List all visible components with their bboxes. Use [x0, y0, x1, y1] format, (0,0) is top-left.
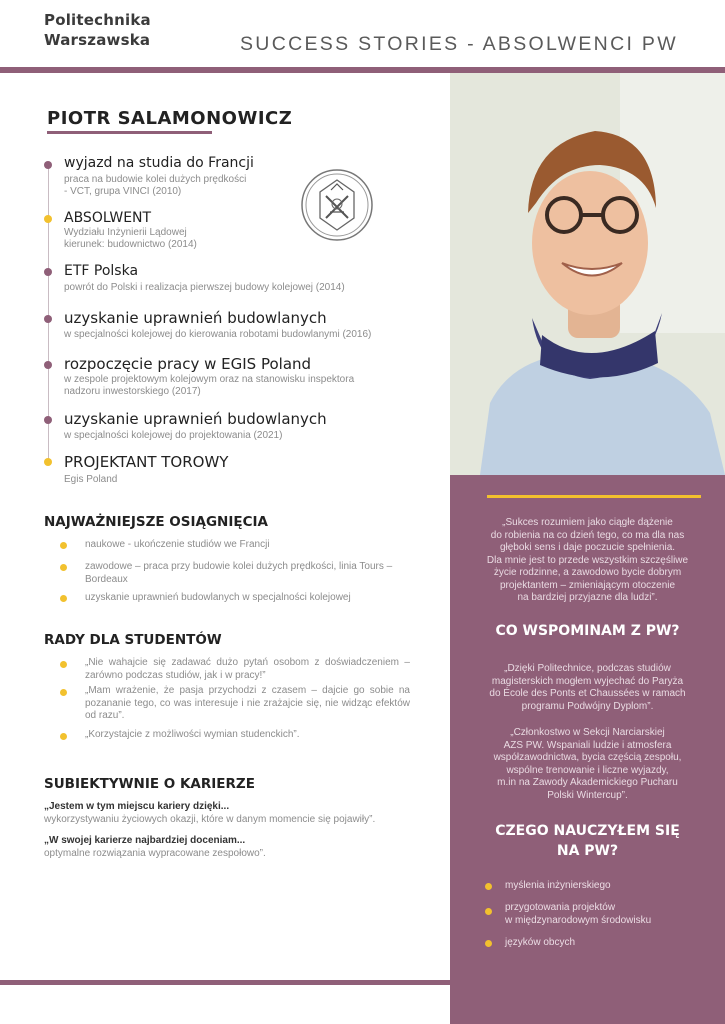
page-header-title: SUCCESS STORIES - ABSOLWENCI PW — [240, 33, 678, 55]
timeline-desc-line: nadzoru inwestorskiego (2017) — [64, 386, 201, 397]
logo-line-1: Politechnika — [44, 11, 151, 29]
bullet-icon — [60, 661, 67, 668]
timeline-title: uzyskanie uprawnień budowlanych — [64, 309, 327, 327]
timeline-desc-line: w specjalności kolejowej do projektowania (2021) — [64, 430, 283, 441]
bullet-icon — [485, 940, 492, 947]
memory-quote-1 — [470, 663, 705, 713]
bullet-icon — [485, 908, 492, 915]
timeline-dot-icon — [44, 161, 52, 169]
timeline-desc — [64, 374, 354, 398]
memory-line: Polski Wintercup”. — [547, 789, 628, 801]
memory-quote-2 — [470, 727, 705, 802]
achievement-item: uzyskanie uprawnień budowlanych w specjalności kolejowej — [85, 592, 351, 603]
quote-line: projektantem – zmieniającym otoczenie — [499, 579, 676, 591]
memory-line: magisterskich mogłem wyjechać do Paryża — [491, 675, 684, 687]
bullet-icon — [60, 595, 67, 602]
portrait-photo — [450, 73, 725, 475]
timeline-title: rozpoczęcie pracy w EGIS Poland — [64, 355, 312, 373]
timeline-desc — [64, 474, 117, 486]
bullet-icon — [485, 883, 492, 890]
footer-divider — [0, 980, 450, 985]
timeline-dot-icon — [44, 416, 52, 424]
timeline-title: ABSOLWENT — [64, 210, 152, 226]
learned-item — [505, 902, 651, 927]
timeline-desc-line: powrót do Polski i realizacja pierwszej budowy kolejowej (2014) — [64, 282, 345, 293]
learned-item: języków obcych — [505, 937, 576, 948]
timeline-desc-line: - VCT, grupa VINCI (2010) — [64, 186, 182, 197]
quote-line: Dla mnie jest to przede wszystkim szczęśliwe — [486, 554, 689, 566]
timeline-dot-icon — [44, 361, 52, 369]
bullet-icon — [60, 542, 67, 549]
achievements-heading: NAJWAŻNIEJSZE OSIĄGNIĘCIA — [44, 514, 268, 530]
bullet-icon — [60, 733, 67, 740]
timeline-title: wyjazd na studia do Francji — [64, 155, 254, 171]
timeline-desc-line: Egis Poland — [64, 474, 118, 485]
bullet-icon — [60, 689, 67, 696]
memory-line: programu Podwójny Dyplom”. — [521, 700, 654, 712]
name-underline — [47, 131, 212, 134]
career-quote-1-text: wykorzystywaniu życiowych okazji, które w danym momencie się pojawiły”. — [44, 814, 376, 825]
timeline-desc-line: kierunek: budownictwo (2014) — [64, 239, 197, 250]
success-quote — [470, 517, 705, 605]
learned-item-line: w międzynarodowym środowisku — [505, 914, 652, 926]
timeline-dot-icon — [44, 458, 52, 466]
quote-line: „Sukces rozumiem jako ciągłe dążenie — [502, 517, 673, 528]
achievement-item: zawodowe – praca przy budowie kolei dużych prędkości, linia Tours – Bordeaux — [85, 561, 393, 585]
advice-item: „Korzystajcie z możliwości wymian studenckich”. — [85, 729, 300, 740]
memory-line: „Dzięki Politechnice, podczas studiów — [504, 663, 671, 674]
portrait-illustration — [450, 73, 725, 475]
career-quote-1-lead: „Jestem w tym miejscu kariery dzięki... — [44, 801, 230, 812]
quote-line: na bardziej przyjazne dla ludzi”. — [517, 592, 658, 603]
memory-line: współzawodnictwa, bycia częścią zespołu, — [493, 752, 682, 763]
timeline-desc — [64, 174, 246, 198]
learned-item: myślenia inżynierskiego — [505, 880, 611, 891]
timeline-desc-line: praca na budowie kolei dużych prędkości — [64, 174, 247, 185]
university-logo — [44, 10, 151, 50]
bullet-icon — [60, 564, 67, 571]
logo-line-2: Warszawska — [44, 31, 151, 49]
timeline-desc — [64, 227, 197, 251]
achievement-item: naukowe - ukończenie studiów we Francji — [85, 539, 270, 550]
timeline-desc — [64, 329, 371, 341]
timeline-desc — [64, 282, 345, 294]
advice-heading: RADY DLA STUDENTÓW — [44, 632, 222, 648]
quote-line: do robienia na co dzień tego, co ma dla nas — [490, 529, 685, 541]
timeline-dot-icon — [44, 315, 52, 323]
learned-item-line: przygotowania projektów — [505, 902, 616, 913]
learned-heading-line: CZEGO NAUCZYŁEM SIĘ — [495, 823, 680, 839]
career-quote-2-text: optymalne rozwiązania wypracowane zespołowo”. — [44, 848, 266, 859]
sidebar-divider — [487, 495, 701, 498]
advice-item: „Nie wahajcie się zadawać dużo pytań osobom z doświadczeniem – zarówno podczas studiów, jak i w pracy!” — [85, 657, 410, 681]
timeline-desc-line: w zespole projektowym kolejowym oraz na stanowisku inspektora — [64, 374, 355, 385]
quote-line: życie rodzinne, a zawodowo bycie dobrym — [493, 567, 682, 578]
timeline-dot-icon — [44, 268, 52, 276]
timeline-title: ETF Polska — [64, 263, 139, 279]
timeline-desc-line: w specjalności kolejowej do kierowania robotami budowlanymi (2016) — [64, 329, 372, 340]
memory-line: „Członkostwo w Sekcji Narciarskiej — [510, 727, 665, 738]
memory-line: AZS PW. Wspaniali ludzie i atmosfera — [503, 739, 672, 751]
person-name: PIOTR SALAMONOWICZ — [47, 108, 293, 129]
memory-line: wspólne trenowanie i liczne wyjazdy, — [506, 764, 669, 776]
quote-line: głęboki sens i daje poczucie spełnienia. — [499, 542, 676, 553]
advice-item: „Mam wrażenie, że pasja przychodzi z czasem – dajcie go sobie na pozananie tego, co was interesuje i nie zrażajcie się, nie widząc efektów od razu”. — [85, 685, 410, 721]
career-heading: SUBIEKTYWNIE O KARIERZE — [44, 776, 255, 792]
timeline-title: uzyskanie uprawnień budowlanych — [64, 410, 327, 428]
timeline-desc — [64, 430, 282, 442]
timeline-dot-icon — [44, 215, 52, 223]
university-seal-icon — [300, 168, 374, 242]
memory-line: do École des Ponts et Chaussées w ramach — [489, 688, 686, 699]
sidebar-panel — [450, 475, 725, 1024]
timeline-title: PROJEKTANT TOROWY — [64, 453, 229, 471]
timeline-desc-line: Wydziału Inżynierii Lądowej — [64, 227, 187, 238]
career-quote-2-lead: „W swojej karierze najbardziej doceniam... — [44, 835, 246, 846]
learned-heading — [460, 821, 715, 861]
learned-heading-line: NA PW? — [556, 843, 619, 859]
memory-line: m.in na Zawody Akademickiego Pucharu — [497, 777, 678, 788]
memories-heading: CO WSPOMINAM Z PW? — [495, 623, 680, 639]
